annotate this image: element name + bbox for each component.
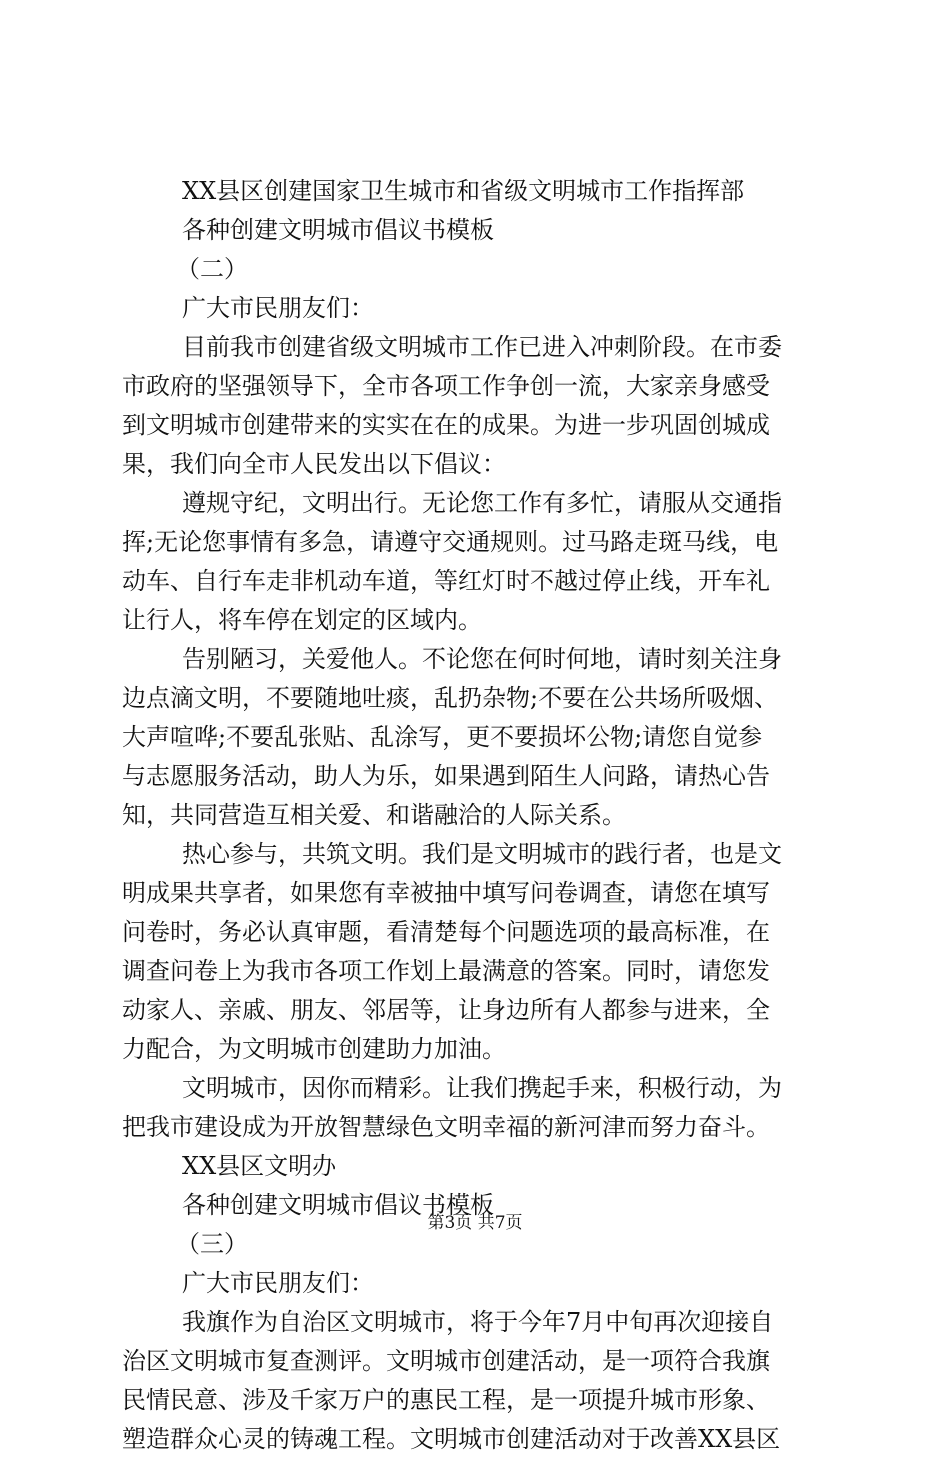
text-line: 民情民意、涉及千家万户的惠民工程，是一项提升城市形象、 <box>122 1386 770 1414</box>
text-line: 广大市民朋友们： <box>182 294 374 322</box>
text-line: 动家人、亲戚、朋友、邻居等，让身边所有人都参与进来，全 <box>122 996 770 1024</box>
text-line: 遵规守纪，文明出行。无论您工作有多忙，请服从交通指 <box>182 489 782 517</box>
text-line: 力配合，为文明城市创建助力加油。 <box>122 1035 506 1063</box>
text-line: 广大市民朋友们： <box>182 1269 374 1297</box>
text-line: 知，共同营造互相关爱、和谐融洽的人际关系。 <box>122 801 626 829</box>
text-line: XX县区文明办 <box>182 1152 337 1180</box>
text-line: 到文明城市创建带来的实实在在的成果。为进一步巩固创城成 <box>122 411 770 439</box>
text-line: 动车、自行车走非机动车道，等红灯时不越过停止线，开车礼 <box>122 567 770 595</box>
text-line: 明成果共享者，如果您有幸被抽中填写问卷调查，请您在填写 <box>122 879 770 907</box>
text-line: 各种创建文明城市倡议书模板 <box>182 1191 494 1219</box>
text-line: 把我市建设成为开放智慧绿色文明幸福的新河津而努力奋斗。 <box>122 1113 770 1141</box>
page-footer: 第3页 共7页 <box>427 1213 523 1233</box>
text-line: 热心参与，共筑文明。我们是文明城市的践行者，也是文 <box>182 840 782 868</box>
text-line: 让行人，将车停在划定的区域内。 <box>122 606 482 634</box>
text-line: 果，我们向全市人民发出以下倡议： <box>122 450 506 478</box>
text-line: 挥;无论您事情有多急，请遵守交通规则。过马路走斑马线，电 <box>122 528 779 556</box>
text-line: （三） <box>176 1230 248 1258</box>
text-line: 文明城市，因你而精彩。让我们携起手来，积极行动，为 <box>182 1074 782 1102</box>
text-line: 塑造群众心灵的铸魂工程。文明城市创建活动对于改善XX县区 <box>122 1425 781 1453</box>
text-line: （二） <box>176 255 248 283</box>
text-line: 我旗作为自治区文明城市，将于今年7月中旬再次迎接自 <box>182 1308 774 1336</box>
text-line: 告别陋习，关爱他人。不论您在何时何地，请时刻关注身 <box>182 645 782 673</box>
text-line: 调查问卷上为我市各项工作划上最满意的答案。同时，请您发 <box>122 957 770 985</box>
text-line: 与志愿服务活动，助人为乐，如果遇到陌生人问路，请热心告 <box>122 762 770 790</box>
text-line: XX县区创建国家卫生城市和省级文明城市工作指挥部 <box>182 177 745 205</box>
text-line: 市政府的坚强领导下，全市各项工作争创一流，大家亲身感受 <box>122 372 770 400</box>
text-line: 大声喧哗;不要乱张贴、乱涂写，更不要损坏公物;请您自觉参 <box>122 723 763 751</box>
text-line: 边点滴文明，不要随地吐痰，乱扔杂物;不要在公共场所吸烟、 <box>122 684 779 712</box>
text-line: 问卷时，务必认真审题，看清楚每个问题选项的最高标准，在 <box>122 918 770 946</box>
text-line: 目前我市创建省级文明城市工作已进入冲刺阶段。在市委 <box>182 333 782 361</box>
text-line: 治区文明城市复查测评。文明城市创建活动，是一项符合我旗 <box>122 1347 770 1375</box>
document-body <box>122 172 834 1459</box>
text-line: 各种创建文明城市倡议书模板 <box>182 216 494 244</box>
